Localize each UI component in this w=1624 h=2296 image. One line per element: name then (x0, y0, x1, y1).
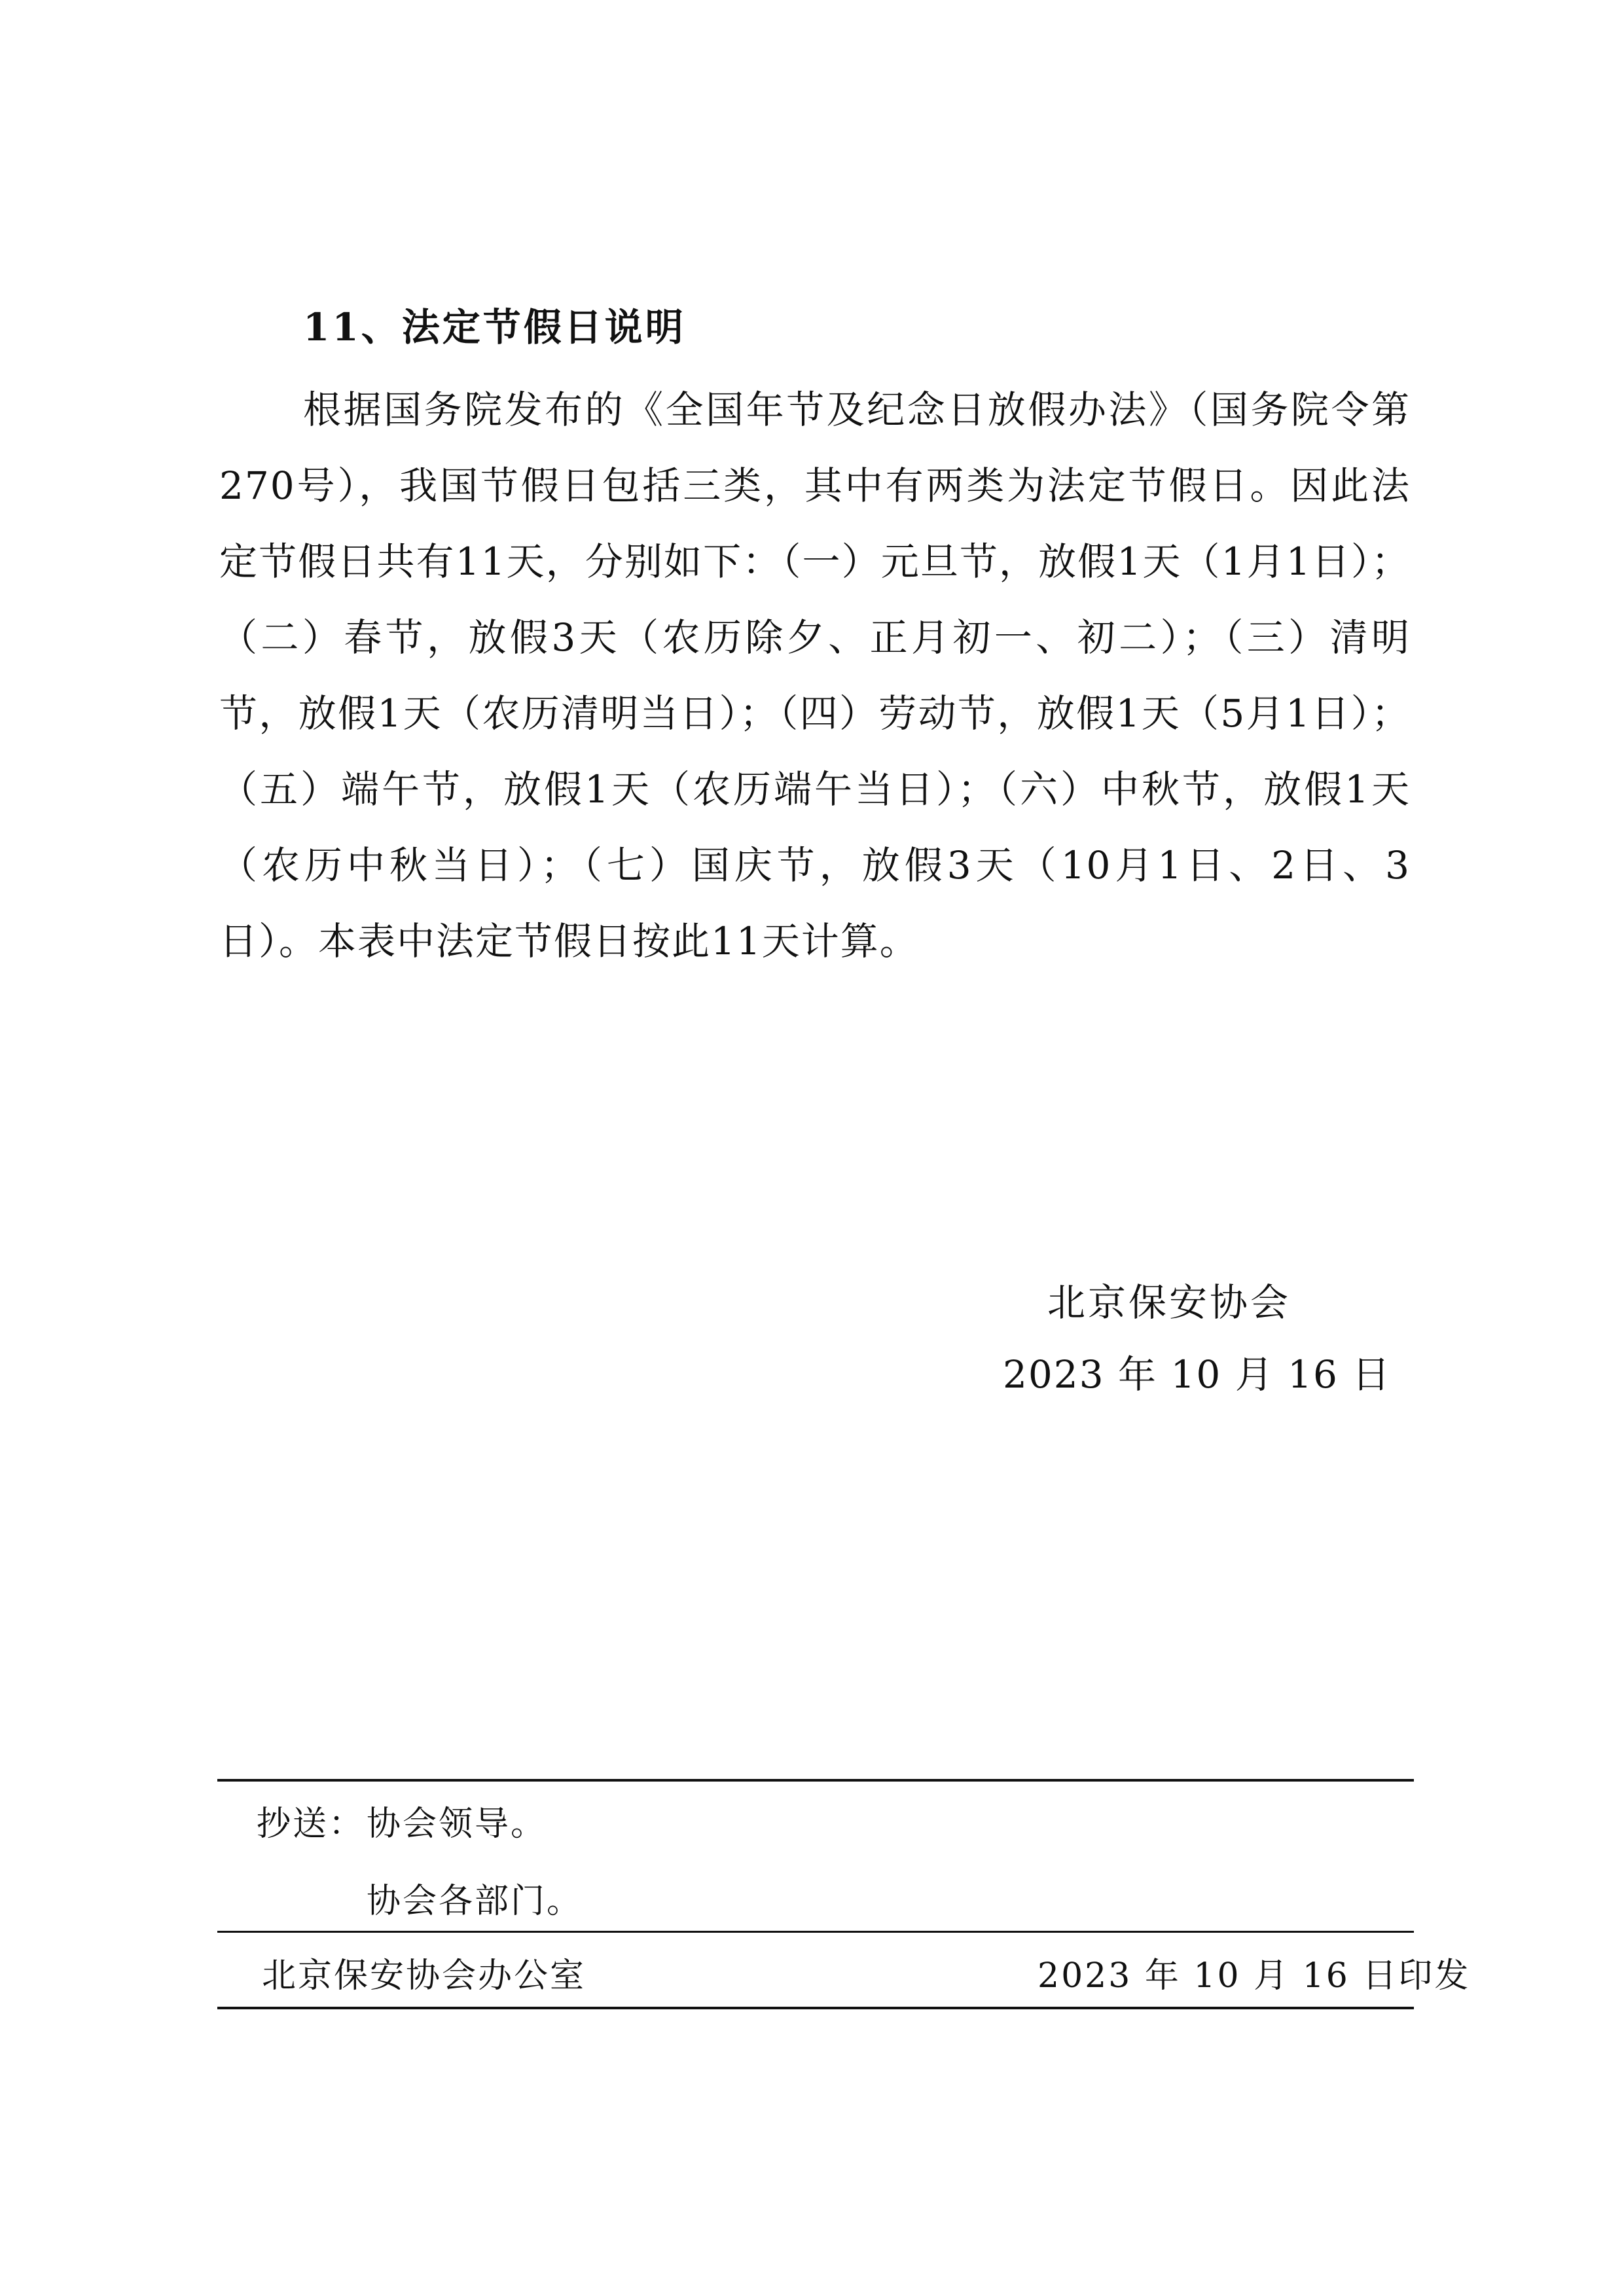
section-heading: 11、法定节假日说明 (303, 305, 686, 350)
cc-recipient-departments: 协会各部门。 (367, 1882, 583, 1921)
footer-bottom-rule (217, 2007, 1414, 2009)
footer-middle-rule (217, 1931, 1414, 1933)
issue-date: 2023 年 10 月 16 日印发 (1038, 1956, 1471, 1996)
section-body-paragraph: 根据国务院发布的《全国年节及纪念日放假办法》（国务院令第270号），我国节假日包括三类，其中有两类为法定节假日。因此法定节假日共有11天，分别如下：（一）元旦节，放假1天（1月1日）；（二）春节，放假3天（农历除夕、正月初一、初二）；（三）清明节，放假1天（农历清明当日）；（四）劳动节，放假1天（5月1日）；（五）端午节，放假1天（农历端午当日）；（六）中秋节，放假1天（农历中秋当日）；（七）国庆节，放假3天（10月1日、2日、3日）。本表中法定节假日按此11天计算。 (219, 387, 1411, 963)
issuer-office: 北京保安协会办公室 (262, 1956, 586, 1996)
cc-label: 抄送： (257, 1804, 365, 1844)
footer-top-rule (217, 1779, 1414, 1782)
cc-recipient-leaders: 协会领导。 (367, 1804, 547, 1844)
signature-date: 2023 年 10 月 16 日 (1003, 1352, 1392, 1397)
signature-organization: 北京保安协会 (1047, 1280, 1291, 1325)
